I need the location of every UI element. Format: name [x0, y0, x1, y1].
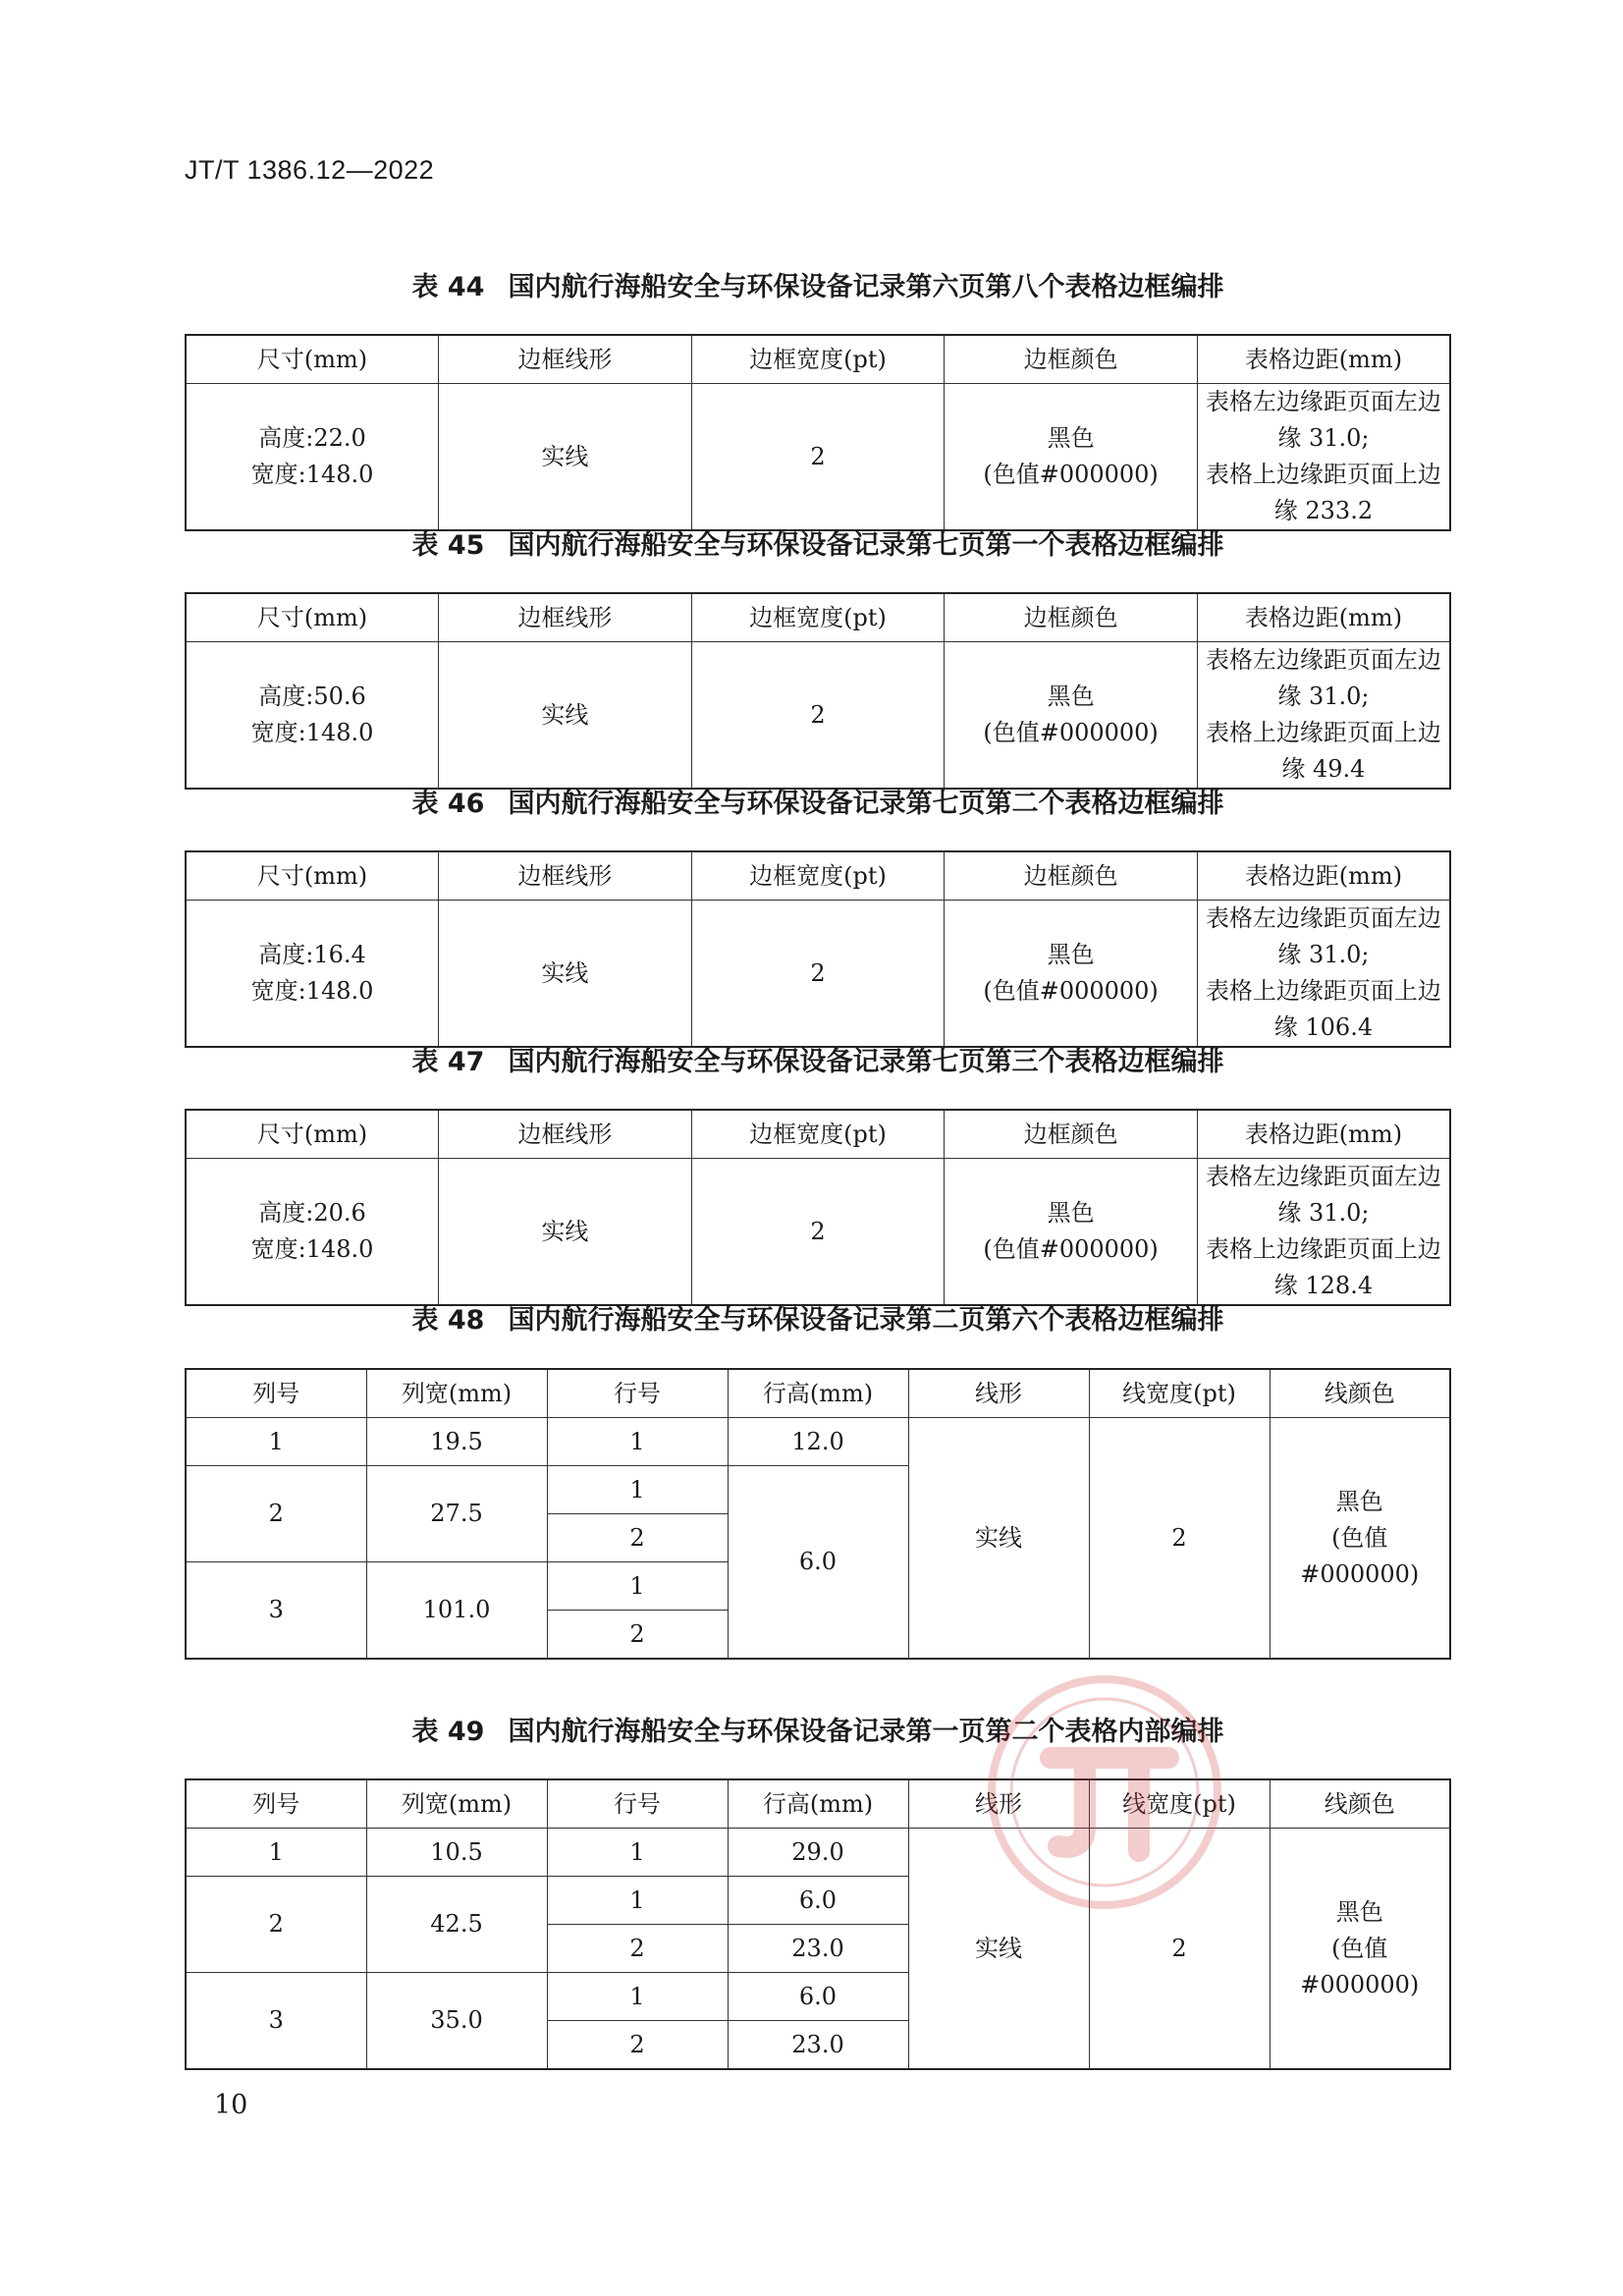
table-47-caption — [185, 1040, 1451, 1078]
table-row — [186, 642, 1450, 790]
table-46 — [185, 850, 1451, 1048]
header-row — [186, 335, 1450, 384]
color-cell — [945, 1159, 1198, 1306]
color-cell — [945, 901, 1198, 1048]
color-code: (色值#000000) — [1300, 1523, 1420, 1588]
line-color-cell — [1270, 1418, 1450, 1660]
caption-title: 国内航行海船安全与环保设备记录第六页第八个表格边框编排 — [508, 272, 1224, 302]
col-no: 2 — [186, 1877, 366, 1973]
color-name: 黑色 — [1047, 424, 1095, 452]
table-row — [186, 901, 1450, 1048]
size-cell — [186, 642, 439, 790]
height-value: 高度:50.6 — [258, 683, 366, 710]
caption-number: 表 45 — [411, 530, 485, 561]
size-cell — [186, 901, 439, 1048]
col-width: 27.5 — [366, 1466, 547, 1562]
color-name: 黑色 — [1335, 1487, 1383, 1515]
header-row — [186, 851, 1450, 901]
col-no: 1 — [186, 1829, 366, 1877]
line-width-cell: 2 — [691, 1159, 945, 1306]
margin-cell — [1197, 901, 1450, 1048]
table-row — [186, 1159, 1450, 1306]
row-height: 23.0 — [728, 2021, 908, 2070]
top-margin: 表格上边缘距页面上边缘 49.4 — [1205, 719, 1441, 783]
header-width: 边框宽度(pt) — [691, 1110, 945, 1159]
header-col-no: 列号 — [186, 1369, 366, 1418]
margin-cell — [1197, 1159, 1450, 1306]
table-row — [186, 1829, 1450, 1877]
caption-title: 国内航行海船安全与环保设备记录第二页第六个表格边框编排 — [508, 1305, 1224, 1336]
header-width: 边框宽度(pt) — [691, 851, 945, 901]
line-type-cell: 实线 — [439, 901, 692, 1048]
col-no: 1 — [186, 1418, 366, 1466]
col-width: 10.5 — [366, 1829, 547, 1877]
row-no: 2 — [547, 2021, 728, 2070]
jt-stamp-logo — [982, 1669, 1227, 1915]
caption-number: 表 44 — [411, 272, 485, 302]
color-code: (色值#000000) — [983, 461, 1159, 488]
color-name: 黑色 — [1047, 1199, 1095, 1227]
row-height: 6.0 — [728, 1466, 908, 1660]
line-width-cell: 2 — [1089, 1829, 1270, 2070]
line-width-cell: 2 — [1089, 1418, 1270, 1660]
header-line: 边框线形 — [439, 593, 692, 642]
table-44-caption — [185, 265, 1451, 303]
row-no: 1 — [547, 1877, 728, 1925]
table-49 — [185, 1778, 1451, 2070]
color-code: (色值#000000) — [1300, 1934, 1420, 1998]
header-margin: 表格边距(mm) — [1197, 335, 1450, 384]
row-height: 6.0 — [728, 1877, 908, 1925]
row-no: 1 — [547, 1829, 728, 1877]
col-width: 42.5 — [366, 1877, 547, 1973]
line-width-cell: 2 — [691, 384, 945, 531]
table-49-caption — [185, 1710, 1451, 1748]
row-no: 1 — [547, 1418, 728, 1466]
header-row — [186, 1369, 1450, 1418]
table-48-caption — [185, 1298, 1451, 1337]
line-width-cell: 2 — [691, 642, 945, 790]
header-row-no: 行号 — [547, 1779, 728, 1829]
line-type-cell: 实线 — [439, 384, 692, 531]
table-44 — [185, 334, 1451, 531]
left-margin: 表格左边缘距页面左边缘 31.0; — [1205, 904, 1441, 968]
header-size: 尺寸(mm) — [186, 1110, 439, 1159]
top-margin: 表格上边缘距页面上边缘 106.4 — [1205, 977, 1441, 1041]
header-line-width: 线宽度(pt) — [1089, 1369, 1270, 1418]
header-line: 边框线形 — [439, 1110, 692, 1159]
color-cell — [945, 384, 1198, 531]
header-color: 边框颜色 — [945, 1110, 1198, 1159]
width-value: 宽度:148.0 — [250, 977, 374, 1005]
header-color: 边框颜色 — [945, 335, 1198, 384]
header-margin: 表格边距(mm) — [1197, 593, 1450, 642]
col-no: 2 — [186, 1466, 366, 1562]
header-row — [186, 593, 1450, 642]
left-margin: 表格左边缘距页面左边缘 31.0; — [1205, 388, 1441, 452]
row-height: 6.0 — [728, 1973, 908, 2021]
header-color: 边框颜色 — [945, 593, 1198, 642]
line-type-cell: 实线 — [439, 642, 692, 790]
line-type-cell: 实线 — [439, 1159, 692, 1306]
row-no: 1 — [547, 1562, 728, 1611]
header-color: 边框颜色 — [945, 851, 1198, 901]
color-name: 黑色 — [1047, 941, 1095, 968]
header-size: 尺寸(mm) — [186, 851, 439, 901]
line-type-cell: 实线 — [908, 1418, 1089, 1660]
height-value: 高度:16.4 — [258, 941, 366, 968]
header-row-height: 行高(mm) — [728, 1779, 908, 1829]
row-no: 2 — [547, 1514, 728, 1562]
width-value: 宽度:148.0 — [250, 719, 374, 746]
col-no: 3 — [186, 1973, 366, 2070]
caption-title: 国内航行海船安全与环保设备记录第七页第三个表格边框编排 — [508, 1047, 1224, 1077]
caption-number: 表 46 — [411, 789, 485, 819]
page-number: 10 — [214, 2090, 248, 2120]
caption-title: 国内航行海船安全与环保设备记录第一页第二个表格内部编排 — [508, 1717, 1224, 1747]
header-col-no: 列号 — [186, 1779, 366, 1829]
row-height: 23.0 — [728, 1925, 908, 1973]
left-margin: 表格左边缘距页面左边缘 31.0; — [1205, 646, 1441, 710]
header-row — [186, 1110, 1450, 1159]
row-height: 12.0 — [728, 1418, 908, 1466]
table-45-caption — [185, 523, 1451, 562]
col-width: 101.0 — [366, 1562, 547, 1660]
color-name: 黑色 — [1047, 683, 1095, 710]
row-no: 2 — [547, 1611, 728, 1660]
header-size: 尺寸(mm) — [186, 593, 439, 642]
header-line-type: 线形 — [908, 1369, 1089, 1418]
header-line-width: 线宽度(pt) — [1089, 1779, 1270, 1829]
header-col-width: 列宽(mm) — [366, 1369, 547, 1418]
header-size: 尺寸(mm) — [186, 335, 439, 384]
caption-title: 国内航行海船安全与环保设备记录第七页第二个表格边框编排 — [508, 789, 1224, 819]
row-height: 29.0 — [728, 1829, 908, 1877]
color-code: (色值#000000) — [983, 719, 1159, 746]
color-name: 黑色 — [1335, 1897, 1383, 1926]
header-margin: 表格边距(mm) — [1197, 1110, 1450, 1159]
color-code: (色值#000000) — [983, 1235, 1159, 1263]
line-color-cell — [1270, 1829, 1450, 2070]
top-margin: 表格上边缘距页面上边缘 128.4 — [1205, 1235, 1441, 1299]
margin-cell — [1197, 384, 1450, 531]
header-line-color: 线颜色 — [1270, 1779, 1450, 1829]
table-47 — [185, 1109, 1451, 1306]
header-margin: 表格边距(mm) — [1197, 851, 1450, 901]
table-row — [186, 1418, 1450, 1466]
col-width: 35.0 — [366, 1973, 547, 2070]
header-col-width: 列宽(mm) — [366, 1779, 547, 1829]
line-type-cell: 实线 — [908, 1829, 1089, 2070]
caption-title: 国内航行海船安全与环保设备记录第七页第一个表格边框编排 — [508, 530, 1224, 561]
col-no: 3 — [186, 1562, 366, 1660]
header-row — [186, 1779, 1450, 1829]
header-line-type: 线形 — [908, 1779, 1089, 1829]
caption-number: 表 48 — [411, 1305, 485, 1336]
header-line: 边框线形 — [439, 335, 692, 384]
table-48 — [185, 1368, 1451, 1660]
color-cell — [945, 642, 1198, 790]
table-45 — [185, 592, 1451, 790]
row-no: 1 — [547, 1466, 728, 1514]
height-value: 高度:22.0 — [258, 424, 366, 452]
row-no: 2 — [547, 1925, 728, 1973]
row-no: 1 — [547, 1973, 728, 2021]
height-value: 高度:20.6 — [258, 1199, 366, 1227]
size-cell — [186, 1159, 439, 1306]
width-value: 宽度:148.0 — [250, 1235, 374, 1263]
header-row-no: 行号 — [547, 1369, 728, 1418]
header-row-height: 行高(mm) — [728, 1369, 908, 1418]
header-width: 边框宽度(pt) — [691, 593, 945, 642]
width-value: 宽度:148.0 — [250, 461, 374, 488]
left-margin: 表格左边缘距页面左边缘 31.0; — [1205, 1163, 1441, 1227]
col-width: 19.5 — [366, 1418, 547, 1466]
color-code: (色值#000000) — [983, 977, 1159, 1005]
size-cell — [186, 384, 439, 531]
caption-number: 表 47 — [411, 1047, 485, 1077]
caption-number: 表 49 — [411, 1717, 485, 1747]
table-46-caption — [185, 782, 1451, 820]
standard-code-header: JT/T 1386.12—2022 — [185, 155, 435, 185]
margin-cell — [1197, 642, 1450, 790]
header-line-color: 线颜色 — [1270, 1369, 1450, 1418]
table-row — [186, 384, 1450, 531]
line-width-cell: 2 — [691, 901, 945, 1048]
top-margin: 表格上边缘距页面上边缘 233.2 — [1205, 461, 1441, 524]
header-line: 边框线形 — [439, 851, 692, 901]
header-width: 边框宽度(pt) — [691, 335, 945, 384]
